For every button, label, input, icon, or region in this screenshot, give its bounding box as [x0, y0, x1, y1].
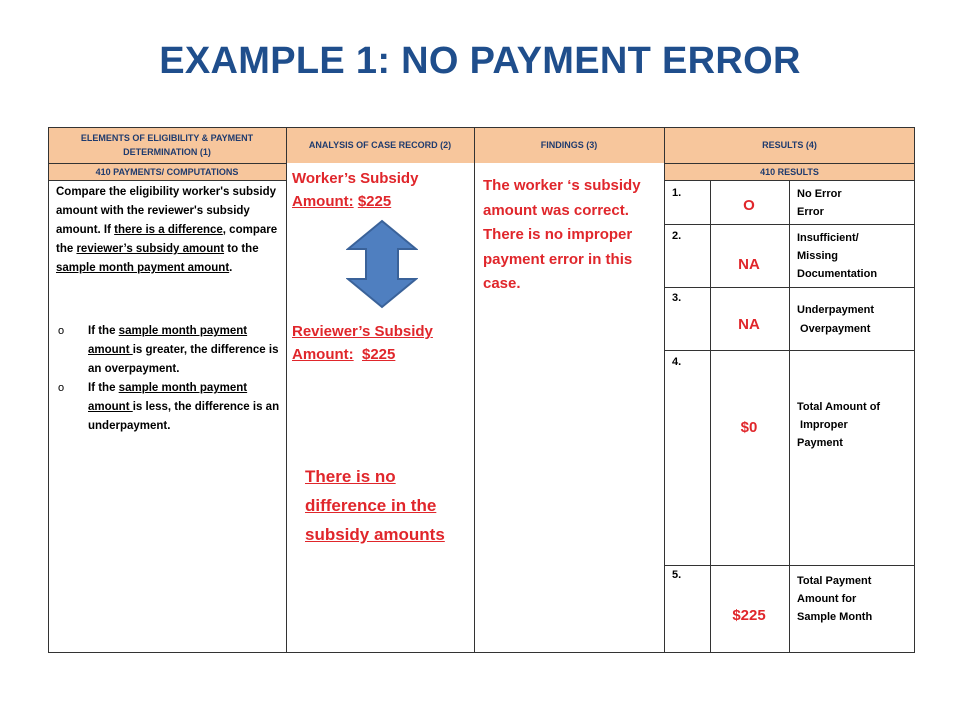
page-title: EXAMPLE 1: NO PAYMENT ERROR [159, 40, 801, 82]
bullet-less: o If the sample month payment amount is less, the difference is an underpayment. [48, 379, 284, 436]
bullet-greater: o If the sample month payment amount is greater, the difference is an overpayment. [48, 322, 284, 379]
reviewer-subsidy: Reviewer’s Subsidy Amount: $225 [292, 323, 433, 363]
reviewer-subsidy-value: $225 [362, 346, 396, 363]
header-findings: FINDINGS (3) [474, 127, 664, 163]
result-label: No Error Error [797, 188, 842, 218]
result-number: 5. [672, 569, 682, 581]
bullet-glyph: o [58, 382, 65, 394]
result-value: NA [738, 316, 760, 333]
result-value: $0 [740, 419, 758, 436]
result-label: Insufficient/ Missing Documentation [797, 232, 878, 280]
result-number: 4. [672, 356, 682, 368]
result-value: NA [738, 256, 760, 273]
result-number: 2. [672, 230, 682, 242]
result-label: Total Payment Amount for Sample Month [797, 575, 873, 623]
eligibility-table [48, 127, 915, 653]
subheader-computations: 410 PAYMENTS/ COMPUTATIONS [48, 163, 286, 180]
worker-subsidy-value: $225 [357, 193, 392, 210]
result-label: Total Amount of Improper Payment [797, 401, 881, 449]
comparison-instructions: Compare the eligibility worker's subsidy amount with the reviewer's subsidy amount. If there is a difference, compare the reviewer’s subsidy amount to the sample month payment amount. [56, 186, 278, 274]
findings-text: The worker ‘s subsidy amount was correct. There is no improper payment error in this case. [483, 177, 641, 292]
bullet-list [48, 322, 284, 436]
header-analysis: ANALYSIS OF CASE RECORD (2) [286, 127, 474, 163]
double-arrow-icon [346, 219, 418, 309]
header-elements: ELEMENTS OF ELIGIBILITY & PAYMENT DETERMINATION (1) [48, 127, 286, 163]
result-label: Underpayment Overpayment [797, 304, 875, 335]
header-results: RESULTS (4) [664, 127, 915, 163]
difference-note: There is no difference in the subsidy amounts [305, 467, 445, 544]
result-number: 3. [672, 292, 682, 304]
result-number: 1. [672, 187, 682, 199]
subheader-results: 410 RESULTS [664, 163, 915, 180]
result-value: O [743, 197, 755, 214]
worker-subsidy: Worker’s Subsidy Amount: $225 [292, 170, 419, 210]
result-value: $225 [732, 607, 766, 624]
bullet-glyph: o [58, 325, 65, 337]
